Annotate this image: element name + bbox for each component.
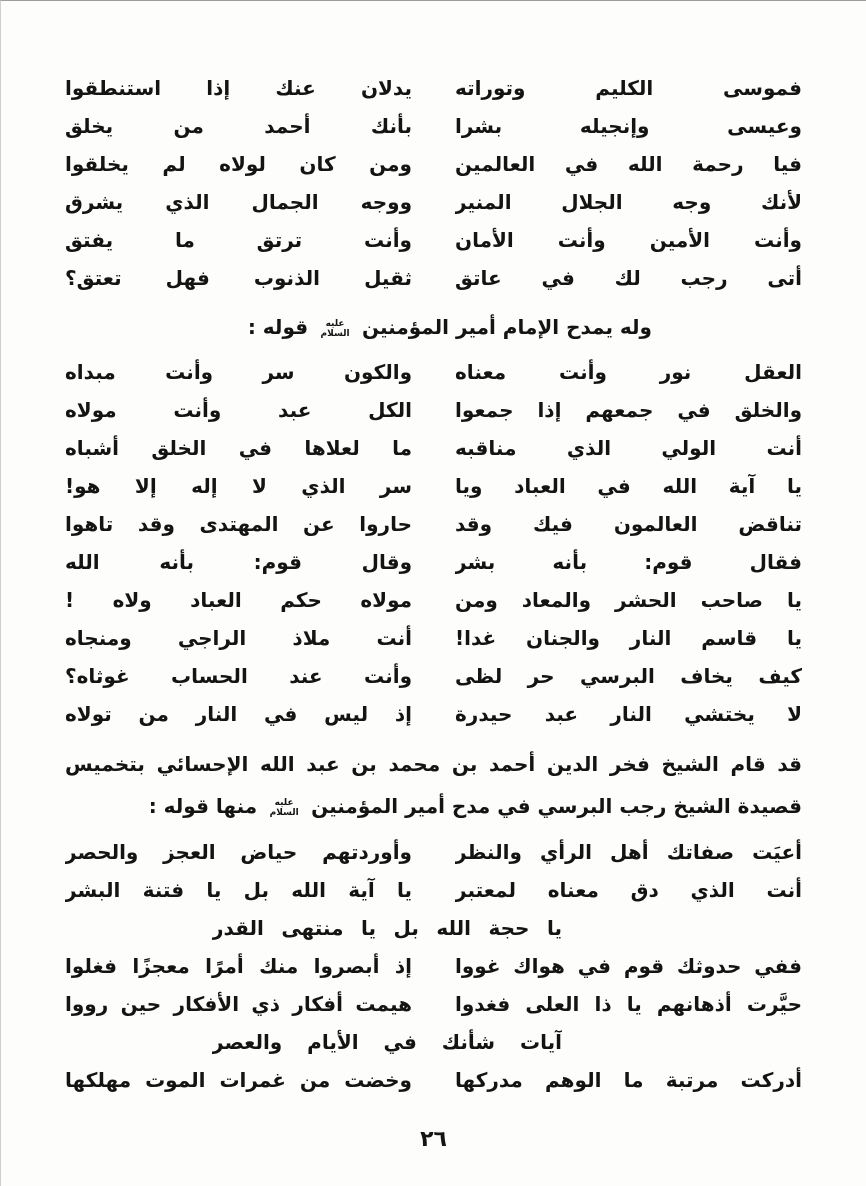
hemistich-left: يدلان عنك إذا استنطقوا	[65, 76, 412, 100]
hemistich-right: أنت الولي الذي مناقبه	[455, 436, 802, 460]
poem-section-1	[65, 69, 802, 297]
hemistich-left: وقال قوم: بأنه الله	[65, 550, 412, 574]
verse-row	[65, 1061, 802, 1099]
hemistich-left: وأوردتهم حياض العجز والحصر	[65, 840, 412, 864]
hemistich-right: والخلق في جمعهم إذا جمعوا	[455, 398, 802, 422]
verse-row	[65, 221, 802, 259]
verse-row	[65, 183, 802, 221]
hemistich-right: يا صاحب الحشر والمعاد ومن	[455, 588, 802, 612]
hemistich-left: ووجه الجمال الذي يشرق	[65, 190, 412, 214]
hemistich-left: وأنت ترتق ما يفتق	[65, 228, 412, 252]
hemistich-right: فيا رحمة الله في العالمين	[455, 152, 802, 176]
verse-row	[65, 947, 802, 985]
poem-intro-1	[65, 307, 652, 347]
hemistich-right: يا آية الله في العباد ويا	[455, 474, 802, 498]
verse-row	[65, 581, 802, 619]
verse-row	[65, 69, 802, 107]
hemistich-right: أنت الذي دق معناه لمعتبر	[455, 878, 802, 902]
verse-row	[65, 391, 802, 429]
intro-text-before: وله يمدح الإمام أمير المؤمنين	[362, 315, 652, 339]
hemistich-left: وخضت من غمرات الموت مهلكها	[65, 1068, 412, 1092]
hemistich-right: حيَّرت أذهانهم يا ذا العلى فغدوا	[455, 992, 802, 1016]
hemistich-right: لا يختشي النار عبد حيدرة	[455, 702, 802, 726]
verse-row	[65, 107, 802, 145]
verse-row	[65, 833, 802, 871]
hemistich-left: ثقيل الذنوب فهل تعتق؟	[65, 266, 412, 290]
hemistich-right: وأنت الأمين وأنت الأمان	[455, 228, 802, 252]
hemistich-right: كيف يخاف البرسي حر لظى	[455, 664, 802, 688]
hemistich-right: ففي حدوثك قوم في هواك غووا	[455, 954, 802, 978]
verse-row	[65, 467, 802, 505]
verse-row	[65, 429, 802, 467]
hemistich-right: يا قاسم النار والجنان غدا!	[455, 626, 802, 650]
hemistich-right: أعيَت صفاتك أهل الرأي والنظر	[455, 840, 802, 864]
hemistich-left: سر الذي لا إله إلا هو!	[65, 474, 412, 498]
hemistich-left: بأنك أحمد من يخلق	[65, 114, 412, 138]
hemistich-left: يا آية الله بل يا فتنة البشر	[65, 878, 412, 902]
intro-text-after: منها قوله :	[148, 794, 258, 818]
poem-intro-2	[65, 743, 802, 827]
hemistich-left: إذ أبصروا منك أمرًا معجزًا فغلوا	[65, 954, 412, 978]
page-number: ٢٦	[420, 1127, 447, 1152]
intro-text-before: قد قام الشيخ فخر الدين أحمد بن محمد بن عبد الله الإحسائي بتخميس قصيدة الشيخ رجب البرسي في مدح أمير المؤمنين	[65, 752, 802, 818]
hemistich-right: أدركت مرتبة ما الوهم مدركها	[455, 1068, 802, 1092]
takhmis-closing-line: يا حجة الله بل يا منتهى القدر	[212, 916, 562, 940]
hemistich-right: تناقض العالمون فيك وقد	[455, 512, 802, 536]
verse-row	[65, 505, 802, 543]
hemistich-left: ومن كان لولاه لم يخلقوا	[65, 152, 412, 176]
verse-row	[65, 657, 802, 695]
honorific-alayhis-salam-icon: عليه السلام	[320, 318, 350, 339]
hemistich-left: الكل عبد وأنت مولاه	[65, 398, 412, 422]
verse-row	[65, 353, 802, 391]
hemistich-left: حاروا عن المهتدى وقد تاهوا	[65, 512, 412, 536]
hemistich-right: فقال قوم: بأنه بشر	[455, 550, 802, 574]
intro-text-after: قوله :	[247, 315, 309, 339]
verse-row	[65, 871, 802, 909]
hemistich-right: لأنك وجه الجلال المنير	[455, 190, 802, 214]
hemistich-left: مولاه حكم العباد ولاه !	[65, 588, 412, 612]
hemistich-left: ما لعلاها في الخلق أشباه	[65, 436, 412, 460]
verse-row	[65, 145, 802, 183]
honorific-alayhis-salam-icon: عليه السلام	[269, 797, 299, 818]
verse-row	[65, 985, 802, 1023]
hemistich-right: العقل نور وأنت معناه	[455, 360, 802, 384]
hemistich-left: وأنت عند الحساب غوثاه؟	[65, 664, 412, 688]
hemistich-right: أتى رجب لك في عاتق	[455, 266, 802, 290]
verse-row	[65, 695, 802, 733]
verse-row	[65, 619, 802, 657]
poem-section-3	[65, 833, 802, 1099]
hemistich-left: والكون سر وأنت مبداه	[65, 360, 412, 384]
verse-row	[65, 259, 802, 297]
poem-section-2	[65, 353, 802, 733]
hemistich-left: أنت ملاذ الراجي ومنجاه	[65, 626, 412, 650]
verse-row	[65, 543, 802, 581]
hemistich-left: هيمت أفكار ذي الأفكار حين رووا	[65, 992, 412, 1016]
takhmis-closing-line: آيات شأنك في الأيام والعصر	[212, 1030, 562, 1054]
hemistich-right: فموسى الكليم وتوراته	[455, 76, 802, 100]
hemistich-right: وعيسى وإنجيله بشرا	[455, 114, 802, 138]
hemistich-left: إذ ليس في النار من تولاه	[65, 702, 412, 726]
